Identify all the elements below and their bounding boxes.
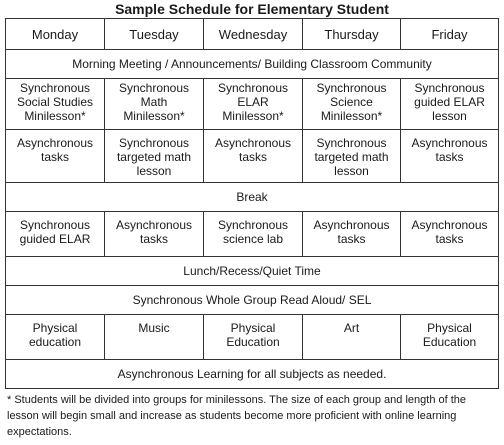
- read-aloud-row: [6, 286, 499, 315]
- break-row: [6, 183, 499, 212]
- lunch-row: [6, 257, 499, 286]
- async-all-cell: Asynchronous Learning for all subjects as needed.: [6, 360, 499, 389]
- specials-cell-tuesday: [105, 315, 204, 360]
- cell-line: Synchronous: [217, 81, 289, 95]
- cell-line: lesson: [334, 164, 369, 178]
- morning-meeting-row: [6, 50, 499, 79]
- block-two-row: [6, 130, 499, 183]
- cell-line: tasks: [435, 232, 464, 246]
- cell-line: Synchronous: [316, 136, 387, 150]
- block-three-cell-monday: [6, 212, 105, 257]
- cell-line: Education: [422, 335, 477, 349]
- read-aloud-cell: Synchronous Whole Group Read Aloud/ SEL: [6, 286, 499, 315]
- minilesson-cell-wednesday: [204, 79, 303, 130]
- cell-line: Physical: [32, 321, 78, 335]
- specials-cell-monday: [6, 315, 105, 360]
- schedule-table: [5, 18, 499, 389]
- block-three-cell-thursday: [303, 212, 401, 257]
- cell-line: tasks: [238, 150, 267, 164]
- day-header-monday: Monday: [6, 19, 105, 50]
- specials-cell-thursday: [303, 315, 401, 360]
- day-header-row: [6, 19, 499, 50]
- block-two-cell-thursday: [303, 130, 401, 183]
- cell-line: Synchronous: [118, 81, 190, 95]
- cell-line: guided ELAR: [414, 95, 485, 109]
- cell-line: Asynchronous: [214, 136, 292, 150]
- cell-line: tasks: [435, 150, 464, 164]
- day-header-tuesday: Tuesday: [105, 19, 204, 50]
- block-three-cell-friday: [401, 212, 499, 257]
- cell-line: science lab: [222, 232, 284, 246]
- cell-line: Synchronous: [316, 81, 387, 95]
- cell-line: Minilesson*: [320, 109, 383, 123]
- cell-line: targeted math: [314, 150, 389, 164]
- cell-line: Math: [140, 95, 168, 109]
- minilesson-cell-thursday: [303, 79, 401, 130]
- cell-line: Education: [226, 335, 280, 349]
- cell-line: Asynchronous: [411, 218, 488, 232]
- footnote: * Students will be divided into groups for minilessons. The size of each group and length of the lesson will begin small and increase as students become more proficient with online learning expectations.: [7, 394, 467, 438]
- minilesson-cell-friday: [401, 79, 499, 130]
- cell-line: Asynchronous: [16, 136, 94, 150]
- specials-cell-friday: [401, 315, 499, 360]
- block-two-cell-friday: [401, 130, 499, 183]
- lunch-cell: Lunch/Recess/Quiet Time: [6, 257, 499, 286]
- day-header-thursday: Thursday: [303, 19, 401, 50]
- cell-line: Social Studies: [16, 95, 94, 109]
- cell-line: Asynchronous: [313, 218, 390, 232]
- cell-line: tasks: [40, 150, 69, 164]
- cell-line: ELAR: [237, 95, 269, 109]
- cell-line: tasks: [337, 232, 366, 246]
- block-two-cell-wednesday: [204, 130, 303, 183]
- day-header-wednesday: Wednesday: [204, 19, 303, 50]
- morning-meeting-cell: Morning Meeting / Announcements/ Building Classroom Community: [6, 50, 499, 79]
- specials-row: [6, 315, 499, 360]
- break-cell: Break: [6, 183, 499, 212]
- cell-line: education: [28, 335, 82, 349]
- schedule-title: Sample Schedule for Elementary Student: [115, 1, 389, 17]
- cell-line: Minilesson*: [24, 109, 86, 123]
- block-three-cell-tuesday: [105, 212, 204, 257]
- cell-line: guided ELAR: [19, 232, 91, 246]
- cell-line: Synchronous: [414, 81, 485, 95]
- cell-line: Physical: [427, 321, 472, 335]
- cell-line: lesson: [136, 164, 172, 178]
- block-two-cell-tuesday: [105, 130, 204, 183]
- block-three-row: [6, 212, 499, 257]
- cell-line: lesson: [432, 109, 467, 123]
- cell-line: Synchronous: [19, 218, 91, 232]
- cell-line: Synchronous: [19, 81, 91, 95]
- cell-line: Physical: [230, 321, 276, 335]
- minilesson-cell-tuesday: [105, 79, 204, 130]
- cell-line: targeted math: [116, 150, 192, 164]
- cell-line: Minilesson*: [222, 109, 284, 123]
- block-two-cell-monday: [6, 130, 105, 183]
- cell-line: Art: [343, 321, 360, 335]
- cell-line: Synchronous: [217, 218, 289, 232]
- block-three-cell-wednesday: [204, 212, 303, 257]
- async-all-row: [6, 360, 499, 389]
- cell-line: Asynchronous: [115, 218, 193, 232]
- minilesson-row: [6, 79, 499, 130]
- cell-line: Music: [138, 321, 170, 335]
- minilesson-cell-monday: [6, 79, 105, 130]
- specials-cell-wednesday: [204, 315, 303, 360]
- cell-line: Science: [330, 95, 373, 109]
- day-header-friday: Friday: [401, 19, 499, 50]
- cell-line: Synchronous: [118, 136, 190, 150]
- cell-line: Asynchronous: [411, 136, 488, 150]
- cell-line: Minilesson*: [123, 109, 185, 123]
- cell-line: tasks: [139, 232, 168, 246]
